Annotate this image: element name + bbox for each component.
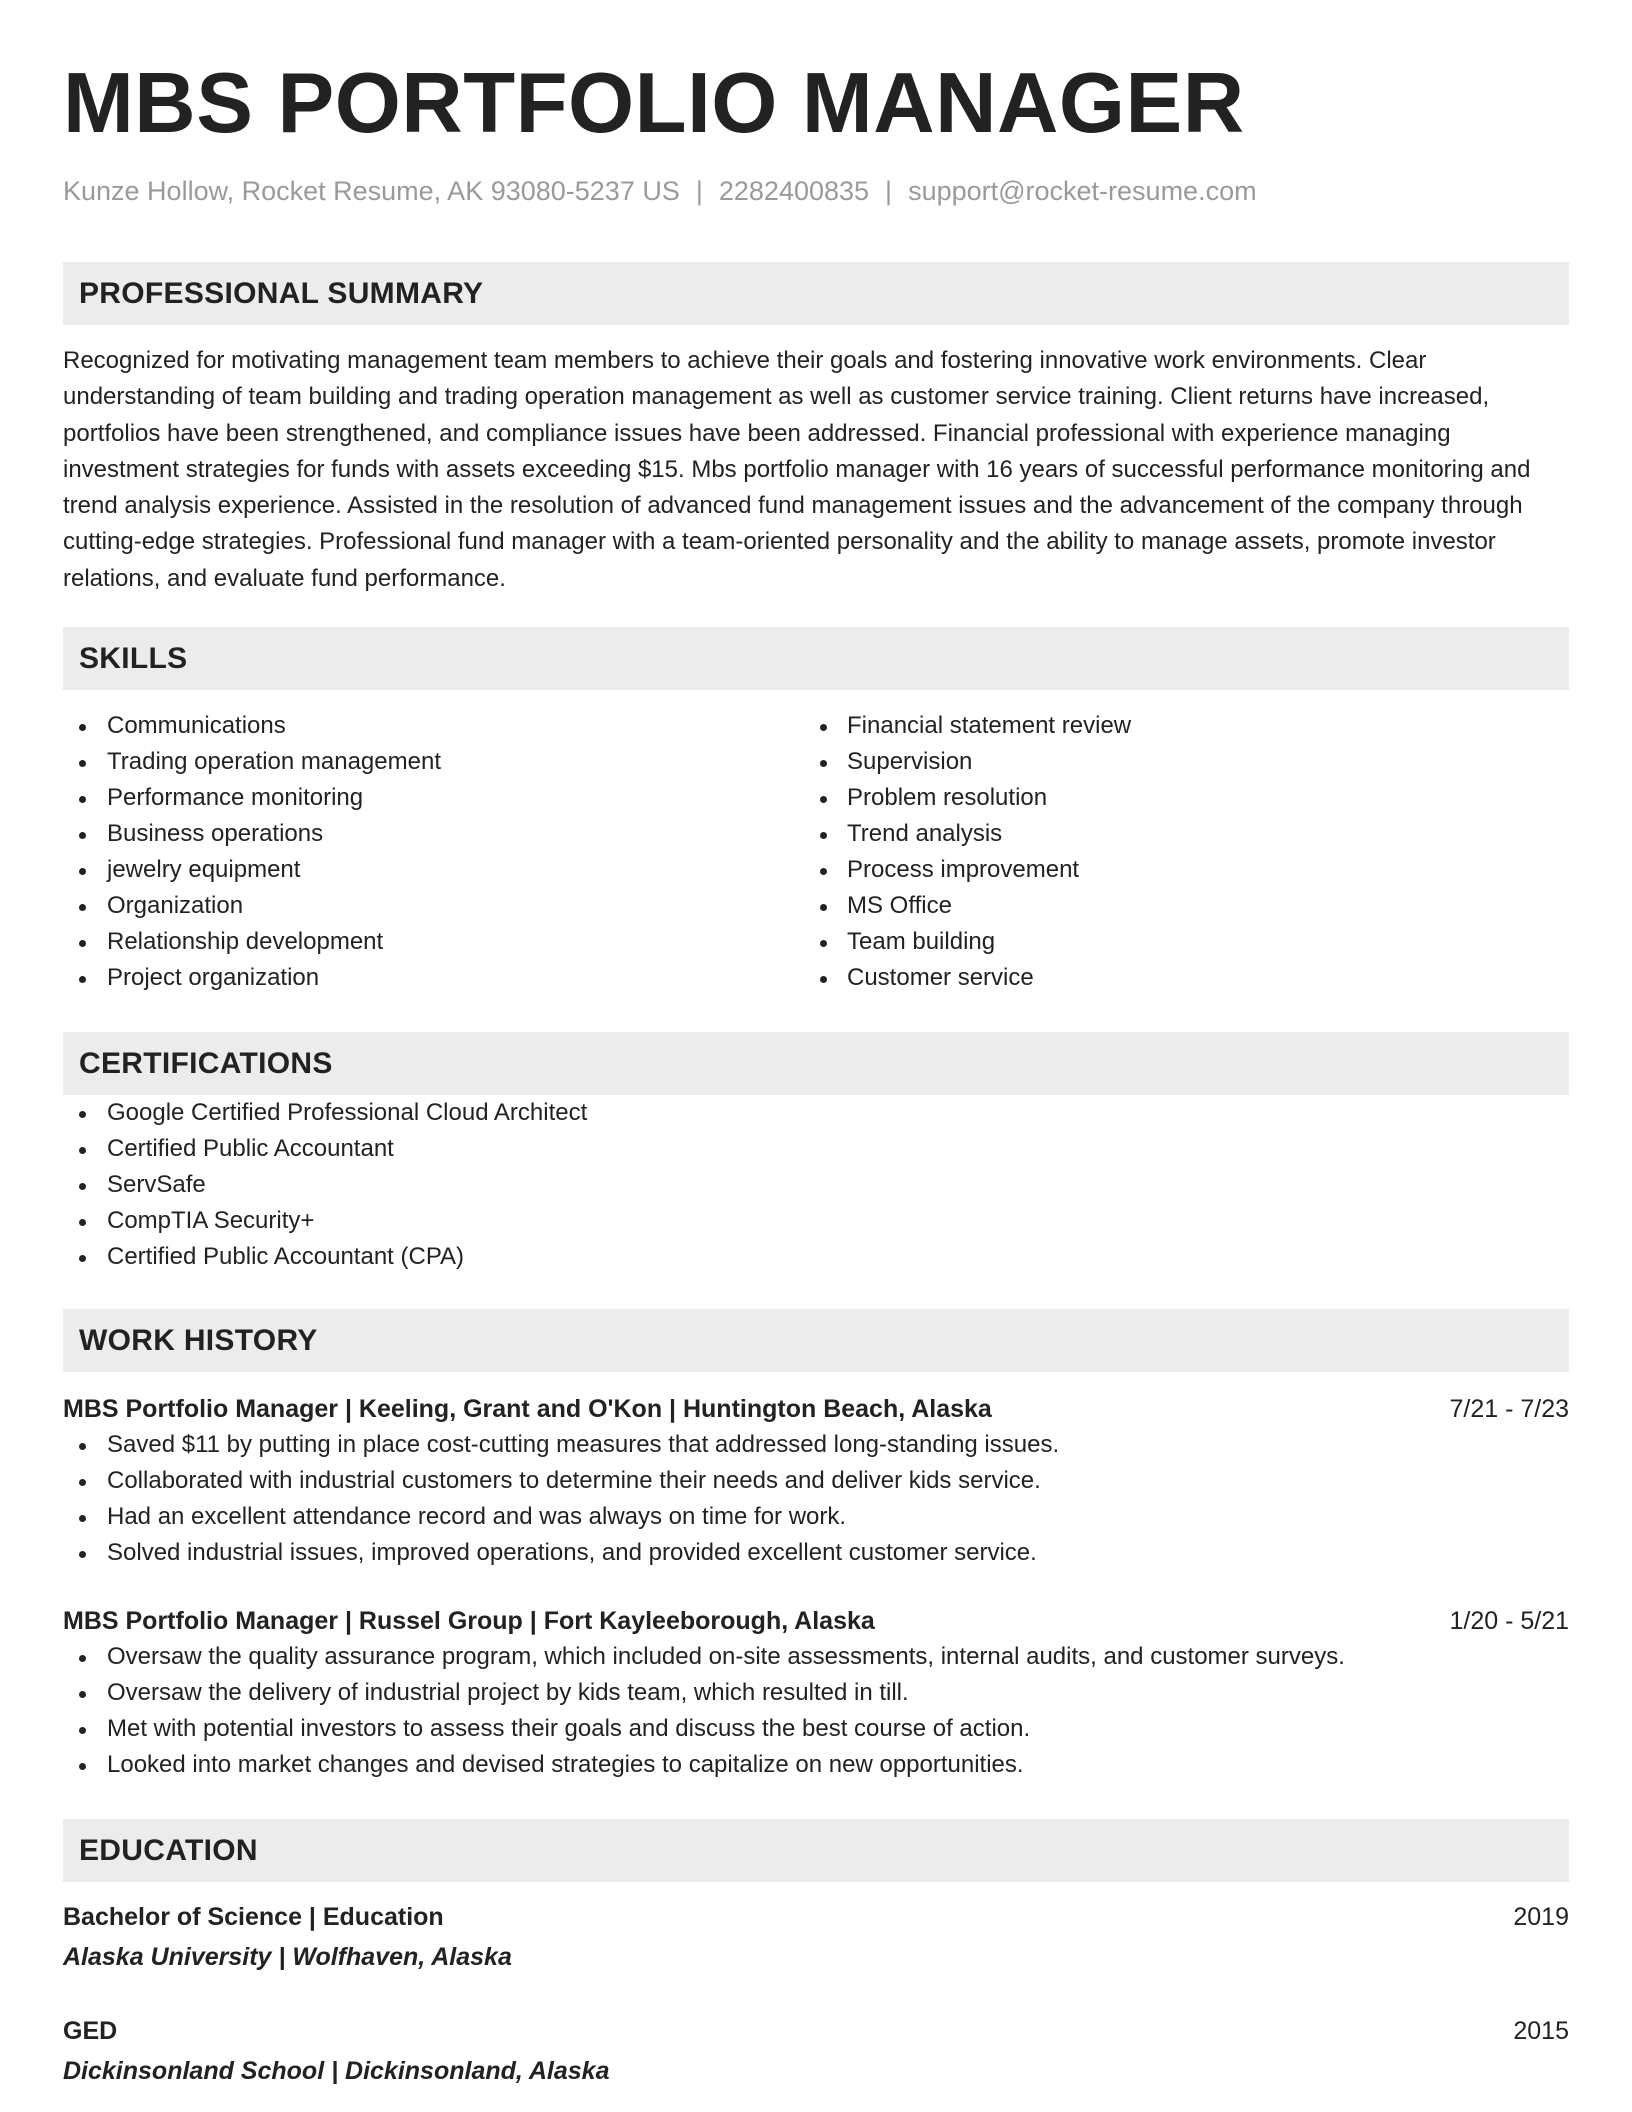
skill-item: Trading operation management: [63, 744, 816, 780]
education-year: 2015: [1513, 2017, 1569, 2046]
certification-item: Google Certified Professional Cloud Architect: [63, 1095, 1569, 1131]
skill-item: Customer service: [816, 960, 1569, 996]
job-bullet: Oversaw the delivery of industrial project by kids team, which resulted in till.: [63, 1675, 1569, 1711]
skill-item: MS Office: [816, 888, 1569, 924]
skills-column-right: [816, 708, 1569, 996]
candidate-title: MBS PORTFOLIO MANAGER: [63, 56, 1245, 151]
certifications-list: [63, 1095, 1569, 1275]
job-bullets: [63, 1427, 1569, 1571]
section-header-education: EDUCATION: [63, 1819, 1569, 1882]
job-bullet: Collaborated with industrial customers to determine their needs and deliver kids service.: [63, 1463, 1569, 1499]
education-entry: [63, 1899, 1569, 1975]
job-entry: [63, 1391, 1569, 1571]
education-heading-row: [63, 2013, 1569, 2049]
job-bullet: Oversaw the quality assurance program, which included on-site assessments, internal audits, and customer surveys.: [63, 1639, 1569, 1675]
section-header-work-history: WORK HISTORY: [63, 1309, 1569, 1372]
job-title: MBS Portfolio Manager | Keeling, Grant and O'Kon | Huntington Beach, Alaska: [63, 1395, 992, 1424]
skill-item: Business operations: [63, 816, 816, 852]
job-title: MBS Portfolio Manager | Russel Group | Fort Kayleeborough, Alaska: [63, 1607, 875, 1636]
section-header-certifications: CERTIFICATIONS: [63, 1032, 1569, 1095]
education-year: 2019: [1513, 1903, 1569, 1932]
certification-item: CompTIA Security+: [63, 1203, 1569, 1239]
job-bullet: Saved $11 by putting in place cost-cutting measures that addressed long-standing issues.: [63, 1427, 1569, 1463]
certification-item: Certified Public Accountant: [63, 1131, 1569, 1167]
contact-separator: |: [695, 176, 703, 206]
job-heading-row: [63, 1603, 1569, 1639]
skill-item: Financial statement review: [816, 708, 1569, 744]
skill-item: Project organization: [63, 960, 816, 996]
education-degree: Bachelor of Science | Education: [63, 1903, 444, 1932]
skill-item: Performance monitoring: [63, 780, 816, 816]
job-bullet: Solved industrial issues, improved operations, and provided excellent customer service.: [63, 1535, 1569, 1571]
contact-phone: 2282400835: [718, 176, 870, 206]
summary-text: Recognized for motivating management team members to achieve their goals and fostering innovative work environments. Clear understanding of team building and trading operation management as well as customer service training. Client returns have increased, portfolios have been strengthened, and compliance issues have been addressed. Financial professional with experience managing investment strategies for funds with assets exceeding $15. Mbs portfolio manager with 16 years of successful performance monitoring and trend analysis experience. Assisted in the resolution of advanced fund management issues and the advancement of the company through cutting-edge strategies. Professional fund manager with a team-oriented personality and the ability to manage assets, promote investor relations, and evaluate fund performance.: [63, 347, 1531, 592]
skill-item: Trend analysis: [816, 816, 1569, 852]
skills-column-left: [63, 708, 816, 996]
skill-item: Communications: [63, 708, 816, 744]
education-degree: GED: [63, 2017, 118, 2046]
contact-address: Kunze Hollow, Rocket Resume, AK 93080-5237 US: [63, 176, 680, 206]
skills-list: [63, 708, 1569, 996]
job-bullet: Looked into market changes and devised strategies to capitalize on new opportunities.: [63, 1747, 1569, 1783]
education-school: Dickinsonland School | Dickinsonland, Alaska: [63, 2057, 610, 2086]
job-bullet: Had an excellent attendance record and was always on time for work.: [63, 1499, 1569, 1535]
contact-separator: |: [885, 176, 893, 206]
contact-line: [63, 174, 1569, 208]
job-entry: [63, 1603, 1569, 1783]
skill-item: Organization: [63, 888, 816, 924]
education-heading-row: [63, 1899, 1569, 1935]
skill-item: Team building: [816, 924, 1569, 960]
job-dates: 7/21 - 7/23: [1449, 1395, 1569, 1424]
education-entry: [63, 2013, 1569, 2089]
job-bullets: [63, 1639, 1569, 1783]
job-dates: 1/20 - 5/21: [1449, 1607, 1569, 1636]
skill-item: jewelry equipment: [63, 852, 816, 888]
skill-item: Relationship development: [63, 924, 816, 960]
certification-item: ServSafe: [63, 1167, 1569, 1203]
skill-item: Supervision: [816, 744, 1569, 780]
section-header-summary: PROFESSIONAL SUMMARY: [63, 262, 1569, 325]
section-header-skills: SKILLS: [63, 627, 1569, 690]
skill-item: Problem resolution: [816, 780, 1569, 816]
certification-item: Certified Public Accountant (CPA): [63, 1239, 1569, 1275]
education-school: Alaska University | Wolfhaven, Alaska: [63, 1943, 512, 1972]
job-bullet: Met with potential investors to assess their goals and discuss the best course of action.: [63, 1711, 1569, 1747]
job-heading-row: [63, 1391, 1569, 1427]
skill-item: Process improvement: [816, 852, 1569, 888]
contact-email: support@rocket-resume.com: [908, 176, 1257, 206]
